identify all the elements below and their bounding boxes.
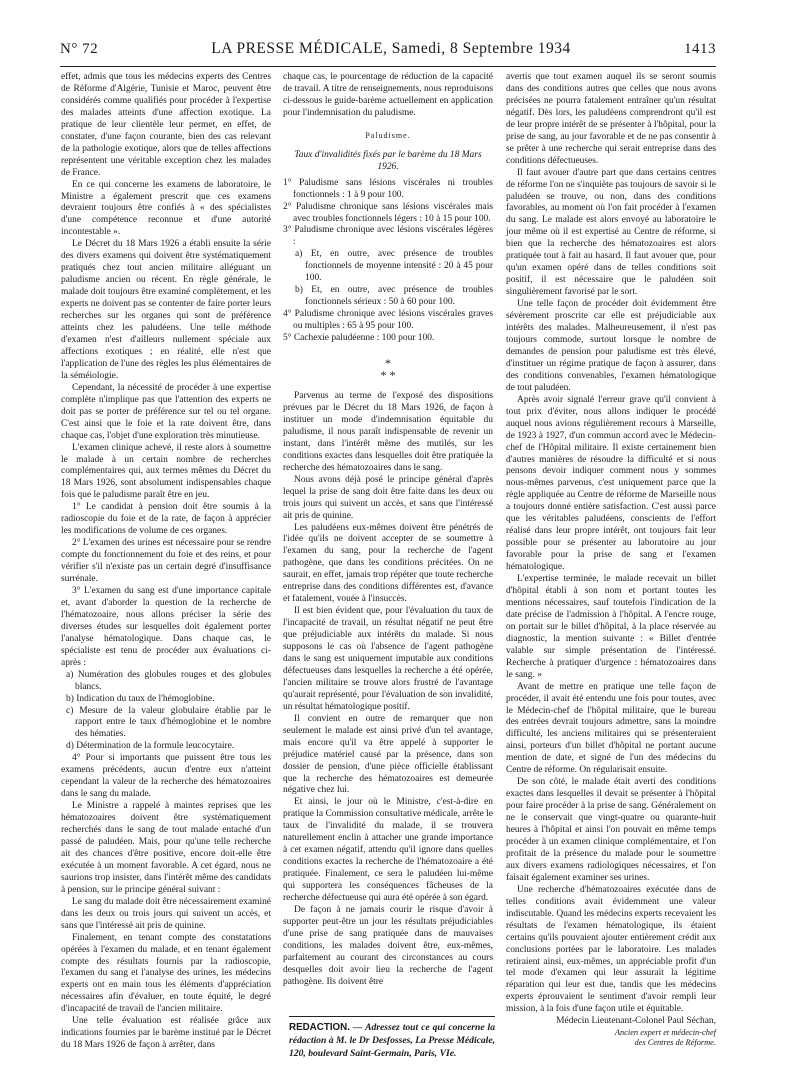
- redaction-notice: [289, 1016, 495, 1060]
- column-1: [61, 72, 271, 1052]
- barème-item: 1° Paludisme sans lésions viscérales ni troubles fonctionnels : 1 à 9 pour 100.: [283, 177, 493, 200]
- paragraph: Le Ministre a rappelé à maintes reprises que les hématozoaires doivent être systématiquement recherchés dans le sang de tout malade entaché d'un passé de paludéen. Mais, pour qu'une telle recherche ait des chances d'être positive, encore doit-elle être exécutée à un moment favorable. A cet égard, nous ne saurions trop insister, dans l'intérêt même des candidats à pension, sur le principe général suivant :: [61, 801, 271, 895]
- issue-number: N° 72: [60, 41, 99, 57]
- paragraph: Et ainsi, le jour où le Ministre, c'est-à-dire en pratique la Commission consultative médicale, arrête le taux de l'invalidité du malade, il se trouvera naturellement enclin à attacher une grande importance à cet examen négatif, attendu qu'il ignore dans quelles conditions exactes la recherche de l'hématozoaire a été pratiquée. Finalement, ce sera le paludéen lui-même qui supportera les conséquences fâcheuses de la recherche défectueuse qui aura été opérée à son égard.: [283, 797, 493, 904]
- paragraph: Parvenus au terme de l'exposé des dispositions prévues par le Décret du 18 Mars 1926, de façon à instituer un mode d'indemnisation équitable du paludisme, il nous paraît indispensable de revenir un instant, dans l'intérêt même des mutilés, sur les conditions exactes dans lesquelles doit être pratiquée la recherche des hématozoaires dans le sang.: [283, 391, 493, 473]
- paragraph: Le Décret du 18 Mars 1926 a établi ensuite la série des divers examens qui doivent être systématiquement pratiqués chez tout ancien militaire alléguant un paludisme ancien ou récent. En règle générale, le malade doit toujours être examiné complètement, et les experts ne doivent pas se contenter de faire porter leurs recherches sur les organes qui sont de préférence atteints chez les paludéens. Une telle méthode d'examen n'est d'ailleurs nullement spéciale aux affections exotiques ; en réalité, elle n'est que l'application de l'une des règles les plus élémentaires de la séméiologie.: [61, 239, 271, 381]
- barème-item: 4° Paludisme chronique avec lésions viscérales graves ou multiples : 65 à 95 pour 100.: [283, 309, 493, 332]
- section-title: Paludisme.: [365, 130, 411, 140]
- paragraph: Après avoir signalé l'erreur grave qu'il convient à tout prix d'éviter, nous allons indiquer le procédé auquel nous avions régulièrement recours à Marseille, de 1923 à 1927, d'un commun accord avec le Médecin-chef de l'Hôpital militaire. Il existe certainement bien d'autres manières de résoudre la difficulté et si nous pensons devoir indiquer comment nous y sommes nous-mêmes parvenus, c'est uniquement parce que la règle appliquée au Centre de réforme de Marseille nous a toujours donné entière satisfaction. C'est aussi parce que les véritables paludéens, conscients de l'effort réalisé dans leur propre intérêt, ont toujours fait leur possible pour se présenter au laboratoire au jour favorable pour la prise de sang et l'examen hématologique.: [506, 394, 716, 573]
- paragraph: En ce qui concerne les examens de laboratoire, le Ministre a également prescrit que ces examens devraient toujours être confiés à « des spécialistes d'une compétence reconnue et d'une autorité incontestable ».: [61, 179, 271, 238]
- paragraph: 4° Pour si importants que puissent être tous les examens précédents, aucun d'entre eux n'atteint cependant la valeur de la recherche des hématozoaires dans le sang du malade.: [61, 753, 271, 800]
- paragraph: chaque cas, le pourcentage de réduction de la capacité de travail. A titre de renseignements, nous reproduisons ci-dessous le guide-barème actuellement en application pour l'indemnisation du paludisme.: [283, 72, 493, 118]
- paragraph: Les paludéens eux-mêmes doivent être pénétrés de l'idée qu'ils ne doivent accepter de se soumettre à l'examen du sang, pour la recherche de l'agent pathogène, que dans les conditions précitées. On ne saurait, en effet, jamais trop répéter que toute recherche entreprise dans des conditions différentes est, d'avance et fatalement, vouée à l'insuccès.: [283, 522, 493, 605]
- column-3: [506, 72, 716, 1048]
- author-title: Ancien expert et médecin-chef: [614, 1028, 716, 1038]
- section-separator: * * *: [380, 356, 396, 383]
- paragraph: 1° Le candidat à pension doit être soumis à la radioscopie du foie et de la rate, de façon à apprécier les modifications de volume de ces organes.: [61, 502, 271, 537]
- barème-subitem: b) Et, en outre, avec présence de troubles fonctionnels sérieux : 50 à 60 pour 100.: [295, 285, 493, 308]
- journal-title: LA PRESSE MÉDICALE, Samedi, 8 Septembre 1934: [211, 40, 571, 57]
- paragraph: Une recherche d'hématozoaires exécutée dans de telles conditions avait évidemment une valeur indiscutable. Quand les médecins experts recevaient les résultats de l'examen hématologique, ils étaient certains qu'ils pouvaient ajouter entièrement crédit aux conclusions portées par le laboratoire. Les malades retiraient ainsi, eux-mêmes, un appréciable profit d'un tel mode d'examen qui leur assurait la légitime réparation qui leur est due, tandis que les médecins experts éprouvaient le sentiment d'avoir rempli leur mission, à la fois d'une façon utile et équitable.: [506, 884, 716, 1015]
- paragraph: Finalement, en tenant compte des constatations opérées à l'examen du malade, et en tenant également compte des résultats fournis par la radioscopie, l'examen du sang et l'analyse des urines, les médecins experts ont en main tous les éléments d'appréciation nécessaires afin d'évaluer, en toute équité, le degré d'incapacité de travail de l'ancien militaire.: [61, 932, 271, 1015]
- barème-item: 3° Paludisme chronique avec lésions viscérales légères :: [283, 225, 493, 248]
- header-rule: [60, 66, 716, 67]
- column-2: [283, 72, 493, 989]
- paragraph: Il faut avouer d'autre part que dans certains centres de réforme l'on ne s'inquiète pas toujours de savoir si le paludéen se trouve, ou non, dans des conditions favorables, au moment où l'on fait procéder à l'examen du sang. Le malade est alors envoyé au laboratoire le jour même où il est expertisé au Centre de réforme, si bien que la recherche des hématozoaires est alors pratiquée tout à fait au hasard. Il faut avouer que, pour qu'un examen opéré dans de telles conditions soit positif, il est nécessaire que le paludéen soit singulièrement favorisé par le sort.: [506, 167, 716, 298]
- author-title: des Centres de Réforme.: [634, 1038, 716, 1048]
- table-title: Taux d'invalidités fixés par le barème du 18 Mars 1926.: [294, 149, 482, 172]
- list-item: b) Indication du taux de l'hémoglobine.: [66, 693, 215, 704]
- list-item: a) Numération des globules rouges et des globules blancs.: [66, 669, 271, 692]
- barème-subitem: a) Et, en outre, avec présence de troubles fonctionnels de moyenne intensité : 20 à 45 pour 100.: [295, 249, 493, 284]
- paragraph: Nous avons déjà posé le principe général d'après lequel la prise de sang doit être faite dans les deux ou trois jours qui suivent un accès, et sans que l'intéressé ait pris de quinine.: [283, 474, 493, 521]
- paragraph: L'expertise terminée, le malade recevait un billet d'hôpital établi à son nom et portant toutes les mentions nécessaires, sauf toutefois l'indication de la date précise de l'admission à l'hôpital. A l'encre rouge, on portait sur le billet d'hôpital, à la place réservée au diagnostic, la mention suivante : « Billet d'entrée valable sur simple présentation de l'intéressé. Recherche à pratiquer d'urgence : hématozoaires dans le sang. »: [506, 574, 716, 680]
- barème-item: 5° Cachexie paludéenne : 100 pour 100.: [283, 333, 435, 344]
- paragraph: Une telle évaluation est réalisée grâce aux indications fournies par le barème institué par le Décret du 18 Mars 1926 de façon à arrêter, dans: [61, 1016, 271, 1051]
- paragraph: Une telle façon de procéder doit évidemment être sévèrement proscrite car elle est préjudiciable aux intérêts des malades. Malheureusement, il n'est pas toujours commode, surtout lorsque le nombre de demandes de pension pour paludisme est très élevé, d'instituer un régime pratique de façon à assurer, dans des conditions convenables, l'examen hématologique de tout paludéen.: [506, 299, 716, 393]
- paragraph: 3° L'examen du sang est d'une importance capitale et, avant d'aborder la question de la recherche de l'hématozoaire, nous allons préciser la série des diverses études sur lesquelles doit également porter l'analyse hématologique. Dans chaque cas, le spécialiste est tenu de procéder aux évaluations ci-après :: [61, 585, 271, 668]
- paragraph: L'examen clinique achevé, il reste alors à soumettre le malade à un certain nombre de recherches complémentaires qui, aux termes mêmes du Décret du 18 Mars 1926, sont absolument indispensables chaque fois que le paludisme paraît être en jeu.: [61, 442, 271, 501]
- paragraph: Cependant, la nécessité de procéder à une expertise complète n'implique pas que l'attention des experts ne doit pas se porter de préférence sur tel ou tel organe. C'est ainsi que le foie et la rate doivent être, dans chaque cas, l'objet d'une exploration très minutieuse.: [61, 382, 271, 441]
- paragraph: 2° L'examen des urines est nécessaire pour se rendre compte du fonctionnement du foie et des reins, et pour vérifier s'il n'existe pas un certain degré d'insuffisance surrénale.: [61, 538, 271, 585]
- paragraph: Il convient en outre de remarquer que non seulement le malade est ainsi privé d'un tel avantage, mais encore qu'il va être appelé à supporter le préjudice matériel causé par la présence, dans son dossier de pension, d'une pièce officielle établissant que la recherche des hématozoaires est demeurée négative chez lui.: [283, 713, 493, 796]
- author-signature: Médecin Lieutenant-Colonel Paul Séchan,: [556, 1016, 716, 1027]
- paragraph: Le sang du malade doit être nécessairement examiné dans les deux ou trois jours qui suivent un accès, et sans que l'intéressé ait pris de quinine.: [61, 896, 271, 931]
- redaction-text: — Adressez tout ce qui concerne la rédaction à M. le Dr Desfosses, La Presse Médicale, 120, boulevard Saint-Germain, Paris, VIe.: [289, 1022, 495, 1059]
- list-item: c) Mesure de la valeur globulaire établie par le rapport entre le taux d'hémoglobine et le nombre des hématies.: [66, 705, 271, 740]
- paragraph: De façon à ne jamais courir le risque d'avoir à supporter peut-être un jour les résultats préjudiciables d'une prise de sang pratiquée dans de mauvaises conditions, les malades doivent être, eux-mêmes, parfaitement au courant des circonstances au cours desquelles doit avoir lieu la recherche de l'agent pathogène. Ils doivent être: [283, 905, 493, 987]
- paragraph: Il est bien évident que, pour l'évaluation du taux de l'incapacité de travail, un résultat négatif ne peut être que préjudiciable aux intérêts du malade. Si nous supposons le cas où l'absence de l'agent pathogène dans le sang est uniquement imputable aux conditions défectueuses dans lesquelles la recherche a été opérée, l'ancien militaire se trouve alors frustré de l'avantage qu'aurait représenté, pour l'évaluation de son invalidité, un résultat hématologique positif.: [283, 606, 493, 712]
- page-header: [60, 40, 716, 64]
- barème-item: 2° Paludisme chronique sans lésions viscérales mais avec troubles fonctionnels légers : 10 à 15 pour 100.: [283, 201, 493, 224]
- list-item: d) Détermination de la formule leucocytaire.: [66, 741, 235, 752]
- page-number: 1413: [683, 41, 716, 57]
- redaction-label: REDACTION.: [289, 1022, 350, 1033]
- paragraph: Avant de mettre en pratique une telle façon de procéder, il avait été entendu une fois pour toutes, avec le Médecin-chef de l'hôpital militaire, que le bureau des entrées devrait toujours admettre, sans la moindre difficulté, les anciens militaires qui se présenteraient ainsi, porteurs d'un billet d'hôpital ne portant aucune mention de date, et signé de l'un des médecins du Centre de réforme. On régularisait ensuite.: [506, 681, 716, 776]
- paragraph: De son côté, le malade était averti des conditions exactes dans lesquelles il devait se présenter à l'hôpital pour faire procéder à la prise de sang. Généralement on ne le conservait que vingt-quatre ou quarante-huit heures à l'hôpital et ainsi l'on pouvait en même temps procéder à un examen clinique complémentaire, et l'on profitait de la présence du malade pour le soumettre aux divers examens radiologiques nécessaires, et l'on faisait également examiner ses urines.: [506, 777, 716, 883]
- paragraph: avertis que tout examen auquel ils se seront soumis dans des conditions autres que celles que nous avons précisées ne pourra fatalement entraîner qu'un résultat négatif. Dès lors, les paludéens comprendront qu'il est de leur propre intérêt de se présenter à l'hôpital, pour la prise de sang, au jour favorable et de ne pas consentir à se prêter à une recherche qui serait entreprise dans des conditions défectueuses.: [506, 72, 716, 166]
- paragraph: effet, admis que tous les médecins experts des Centres de Réforme d'Algérie, Tunisie et Maroc, peuvent être considérés comme qualifiés pour procéder à l'expertise des malades atteints d'une affection exotique. La pratique de leur clientèle leur permet, en effet, de constater, d'une façon courante, bien des cas relevant de la pathologie exotique, alors que de telles affections représentent une véritable exception chez les malades de France.: [61, 72, 271, 178]
